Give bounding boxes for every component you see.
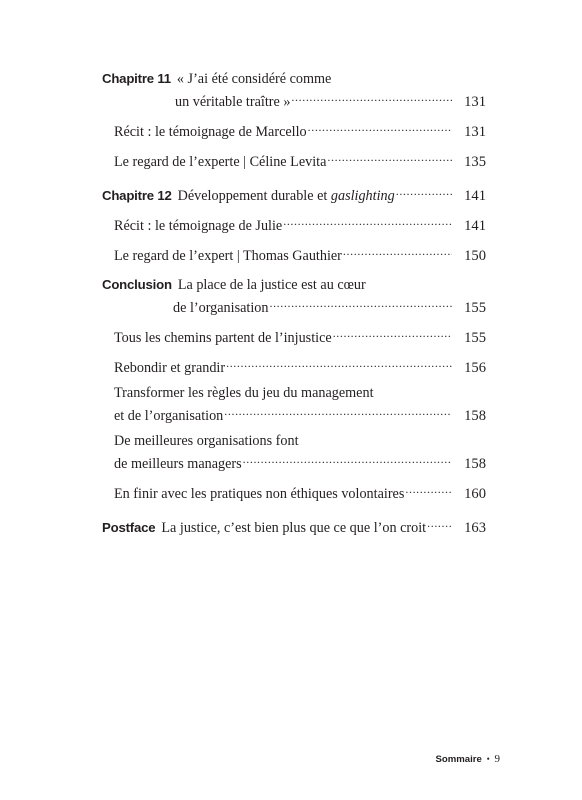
subentry-title-line2: et de l’organisation	[114, 408, 224, 424]
chapter-title-line1: « J’ai été considéré comme	[176, 71, 332, 87]
chapter-label: Postface	[102, 520, 156, 535]
chapter-title	[178, 187, 395, 205]
dot-leader	[327, 148, 452, 166]
page-number: 163	[464, 520, 486, 536]
dot-leader	[243, 450, 452, 468]
toc-chapter-12[interactable]	[102, 182, 486, 204]
dot-leader	[405, 480, 452, 498]
page-number: 155	[464, 300, 486, 316]
dot-leader	[427, 514, 452, 532]
page-number: 131	[464, 124, 486, 140]
toc-subentry[interactable]	[114, 480, 486, 502]
chapter-label: Chapitre 12	[102, 188, 172, 203]
page-number: 141	[464, 218, 486, 234]
subentry-title: Le regard de l’experte | Céline Levita	[114, 154, 327, 170]
subentry-title: Tous les chemins partent de l’injustice	[114, 330, 332, 346]
subentry-title: Rebondir et grandir	[114, 360, 226, 376]
toc-subentry[interactable]	[114, 324, 486, 346]
footer-bullet: •	[486, 754, 490, 764]
chapter-title-plain: Développement durable et	[177, 188, 331, 204]
chapter-title-line1: La place de la justice est au cœur	[177, 277, 366, 293]
chapter-label: Conclusion	[102, 277, 172, 292]
footer-section-label: Sommaire	[435, 754, 482, 765]
dot-leader	[283, 212, 452, 230]
toc-subentry[interactable]	[114, 212, 486, 234]
chapter-title: La justice, c’est bien plus que ce que l’on croit	[161, 520, 427, 536]
toc-subentry[interactable]	[114, 384, 486, 424]
dot-leader	[308, 118, 452, 136]
dot-leader	[269, 294, 452, 312]
subentry-title: Récit : le témoignage de Marcello	[114, 124, 307, 140]
subentry-title: Le regard de l’expert | Thomas Gauthier	[114, 248, 342, 264]
toc-subentry[interactable]	[114, 118, 486, 140]
page-number: 158	[464, 456, 486, 472]
page-number: 135	[464, 154, 486, 170]
dot-leader	[396, 182, 452, 200]
dot-leader	[333, 324, 452, 342]
dot-leader	[226, 354, 452, 372]
chapter-title-italic: gaslighting	[330, 188, 395, 204]
toc-conclusion[interactable]	[102, 276, 486, 316]
chapter-title-line2: un véritable traître »	[175, 94, 291, 110]
toc-subentry[interactable]	[114, 432, 486, 472]
subentry-title-line1: De meilleures organisations font	[114, 433, 299, 449]
subentry-title: En finir avec les pratiques non éthiques volontaires	[114, 486, 405, 502]
chapter-label: Chapitre 11	[102, 71, 171, 86]
page-number: 156	[464, 360, 486, 376]
page-number: 155	[464, 330, 486, 346]
dot-leader	[343, 242, 452, 260]
page-number: 160	[464, 486, 486, 502]
subentry-title-line1: Transformer les règles du jeu du management	[114, 385, 374, 401]
page-number: 141	[464, 188, 486, 204]
dot-leader	[291, 88, 452, 106]
subentry-title-line2: de meilleurs managers	[114, 456, 242, 472]
page-number: 150	[464, 248, 486, 264]
page-number: 131	[464, 94, 486, 110]
dot-leader	[224, 402, 452, 420]
toc-subentry[interactable]	[114, 148, 486, 170]
toc-postface[interactable]	[102, 514, 486, 536]
toc-subentry[interactable]	[114, 242, 486, 264]
subentry-title: Récit : le témoignage de Julie	[114, 218, 283, 234]
table-of-contents	[102, 70, 486, 536]
toc-subentry[interactable]	[114, 354, 486, 376]
footer-page-number: 9	[494, 753, 500, 765]
toc-chapter-11[interactable]	[102, 70, 486, 110]
page-number: 158	[464, 408, 486, 424]
chapter-title-line2: de l’organisation	[173, 300, 269, 316]
page-footer	[435, 753, 500, 765]
